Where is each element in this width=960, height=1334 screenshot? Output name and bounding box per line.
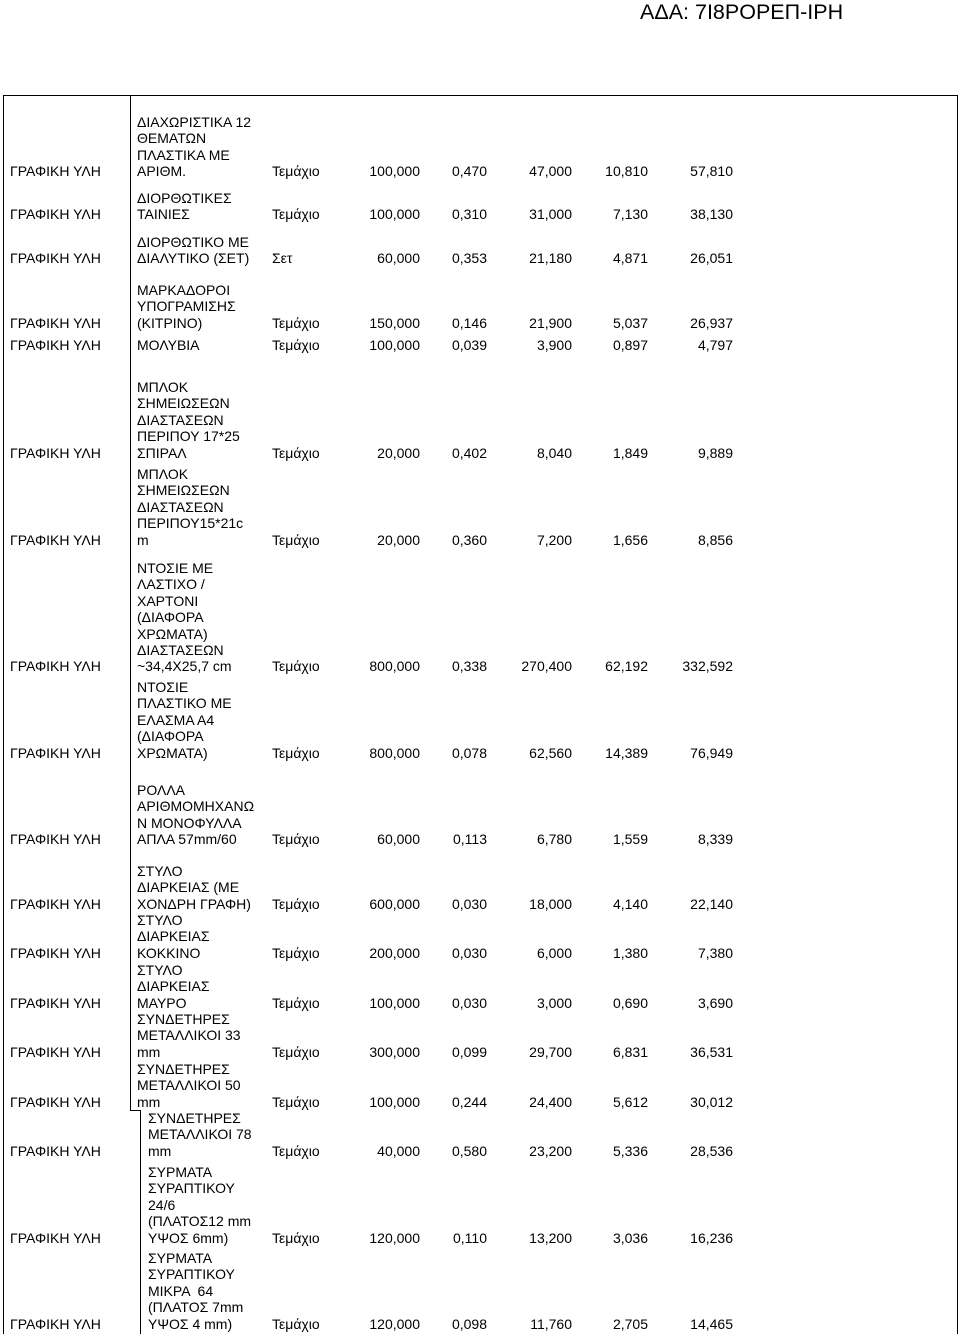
- net-amount-cell: 31,000: [529, 206, 572, 223]
- total-cell: 8,856: [697, 531, 733, 548]
- unit-price-cell: 0,244: [451, 1093, 487, 1110]
- description-line: (ΠΛΑΤΟΣ 7mm: [148, 1299, 244, 1316]
- description-line: ΣΥΡΑΠΤΙΚΟΥ: [148, 1266, 235, 1283]
- category-cell: ΓΡΑΦΙΚΗ ΥΛΗ: [10, 337, 101, 353]
- net-amount-cell: 11,760: [530, 1315, 572, 1332]
- description-line: ΤΑΙΝΙΕΣ: [137, 206, 190, 223]
- description-line: ΜΟΛΥΒΙΑ: [137, 337, 200, 353]
- quantity-cell: 100,000: [369, 1093, 420, 1110]
- description-line: ΔΙΑΡΚΕΙΑΣ: [137, 978, 210, 995]
- description-line: ΔΙΟΡΘΩΤΙΚΕΣ: [137, 190, 232, 206]
- net-amount-cell: 6,000: [536, 944, 572, 961]
- description-line: ΕΛΑΣΜΑ Α4: [137, 711, 215, 728]
- total-cell: 30,012: [690, 1093, 733, 1110]
- category-cell: ΓΡΑΦΙΚΗ ΥΛΗ: [10, 531, 101, 548]
- description-line: ΜΑΡΚΑΔΟΡΟΙ: [137, 282, 231, 298]
- vat-cell: 6,831: [612, 1043, 648, 1060]
- description-line: ΠΕΡΙΠΟΥ 17*25: [137, 428, 240, 445]
- category-cell: ΓΡΑΦΙΚΗ ΥΛΗ: [10, 206, 101, 223]
- description-line: ΣΥΡΑΠΤΙΚΟΥ: [148, 1180, 235, 1197]
- total-cell: 26,937: [690, 314, 733, 331]
- description-line: Ν ΜΟΝΟΦΥΛΛΑ: [137, 814, 242, 831]
- net-amount-cell: 21,900: [529, 314, 572, 331]
- quantity-cell: 150,000: [369, 314, 420, 331]
- vat-cell: 0,897: [612, 337, 648, 353]
- vat-cell: 5,037: [612, 314, 648, 331]
- description-line: ΣΗΜΕΙΩΣΕΩΝ: [137, 395, 230, 412]
- description-line: ΔΙΟΡΘΩΤΙΚΟ ΜΕ: [137, 234, 249, 250]
- unit-cell: Τεμάχιο: [272, 744, 320, 761]
- vat-cell: 4,140: [612, 895, 648, 912]
- unit-price-cell: 0,146: [451, 314, 487, 331]
- category-cell: ΓΡΑΦΙΚΗ ΥΛΗ: [10, 444, 101, 461]
- description-line: ΠΕΡΙΠΟΥ15*21c: [137, 515, 244, 532]
- category-cell: ΓΡΑΦΙΚΗ ΥΛΗ: [10, 314, 101, 331]
- unit-cell: Τεμάχιο: [272, 531, 320, 548]
- description-line: ΣΤΥΛΟ: [137, 863, 183, 879]
- quantity-cell: 200,000: [369, 944, 420, 961]
- unit-price-cell: 0,360: [451, 531, 487, 548]
- category-cell: ΓΡΑΦΙΚΗ ΥΛΗ: [10, 994, 101, 1011]
- description-line: ΚΟΚΚΙΝΟ: [137, 944, 201, 961]
- unit-cell: Τεμάχιο: [272, 994, 320, 1011]
- description-line: ΜΕΤΑΛΛΙΚΟΙ 50: [137, 1077, 241, 1094]
- net-amount-cell: 21,180: [529, 250, 572, 267]
- description-line: (ΔΙΑΦΟΡΑ: [137, 728, 204, 745]
- category-cell: ΓΡΑΦΙΚΗ ΥΛΗ: [10, 658, 101, 675]
- description-line: ΧΡΩΜΑΤΑ): [137, 625, 208, 642]
- category-cell: ΓΡΑΦΙΚΗ ΥΛΗ: [10, 1229, 101, 1246]
- description-line: ΣΤΥΛΟ: [137, 962, 183, 978]
- description-line: ΔΙΑΣΤΑΣΕΩΝ: [137, 642, 224, 658]
- description-line: ΣΠΙΡΑΛ: [137, 444, 187, 461]
- description-line: ΧΡΩΜΑΤΑ): [137, 744, 208, 761]
- description-line: mm: [137, 1093, 161, 1110]
- description-line: ΜΕΤΑΛΛΙΚΟΙ 78: [148, 1126, 252, 1143]
- unit-price-cell: 0,580: [451, 1142, 487, 1159]
- unit-price-cell: 0,310: [451, 206, 487, 223]
- vat-cell: 10,810: [605, 163, 648, 180]
- unit-cell: Τεμάχιο: [272, 163, 320, 180]
- description-line: ΠΛΑΣΤΙΚΟ ΜΕ: [137, 695, 232, 712]
- vat-cell: 1,559: [612, 831, 648, 848]
- total-cell: 14,465: [690, 1315, 733, 1332]
- net-amount-cell: 3,900: [536, 337, 572, 353]
- category-cell: ΓΡΑΦΙΚΗ ΥΛΗ: [10, 1043, 101, 1060]
- unit-price-cell: 0,098: [451, 1315, 487, 1332]
- quantity-cell: 60,000: [377, 831, 420, 848]
- table-border-top: [3, 95, 958, 96]
- total-cell: 22,140: [690, 895, 733, 912]
- description-line: ΔΙΑΣΤΑΣΕΩΝ: [137, 498, 224, 515]
- unit-cell: Τεμάχιο: [272, 337, 320, 353]
- unit-price-cell: 0,338: [451, 658, 487, 675]
- ada-header: ΑΔΑ: 7Ι8ΡΟΡΕΠ-ΙΡΗ: [640, 0, 844, 24]
- vat-cell: 1,380: [612, 944, 648, 961]
- total-cell: 4,797: [697, 337, 733, 353]
- net-amount-cell: 29,700: [529, 1043, 572, 1060]
- total-cell: 76,949: [690, 744, 733, 761]
- vat-cell: 14,389: [605, 744, 648, 761]
- unit-price-cell: 0,030: [451, 994, 487, 1011]
- unit-cell: Τεμάχιο: [272, 1093, 320, 1110]
- unit-cell: Τεμάχιο: [272, 658, 320, 675]
- net-amount-cell: 23,200: [529, 1142, 572, 1159]
- unit-price-cell: 0,110: [453, 1229, 487, 1246]
- category-cell: ΓΡΑΦΙΚΗ ΥΛΗ: [10, 250, 101, 267]
- quantity-cell: 100,000: [369, 163, 420, 180]
- total-cell: 36,531: [690, 1043, 733, 1060]
- description-line: ΣΥΝΔΕΤΗΡΕΣ: [137, 1061, 230, 1077]
- column-divider-lower: [140, 1110, 141, 1334]
- description-line: mm: [137, 1043, 161, 1060]
- category-cell: ΓΡΑΦΙΚΗ ΥΛΗ: [10, 163, 101, 180]
- unit-price-cell: 0,470: [451, 163, 487, 180]
- description-line: 24/6: [148, 1196, 176, 1213]
- total-cell: 28,536: [690, 1142, 733, 1159]
- category-cell: ΓΡΑΦΙΚΗ ΥΛΗ: [10, 831, 101, 848]
- quantity-cell: 60,000: [377, 250, 420, 267]
- total-cell: 26,051: [690, 250, 733, 267]
- description-line: ΥΨΟΣ 6mm): [148, 1229, 229, 1246]
- quantity-cell: 800,000: [369, 658, 420, 675]
- description-line: ΔΙΑΣΤΑΣΕΩΝ: [137, 411, 224, 428]
- category-cell: ΓΡΑΦΙΚΗ ΥΛΗ: [10, 1315, 101, 1332]
- description-line: (ΚΙΤΡΙΝΟ): [137, 314, 203, 331]
- net-amount-cell: 24,400: [529, 1093, 572, 1110]
- vat-cell: 5,336: [612, 1142, 648, 1159]
- category-cell: ΓΡΑΦΙΚΗ ΥΛΗ: [10, 944, 101, 961]
- quantity-cell: 800,000: [369, 744, 420, 761]
- unit-price-cell: 0,099: [451, 1043, 487, 1060]
- description-line: ΡΟΛΛΑ: [137, 782, 186, 798]
- quantity-cell: 600,000: [369, 895, 420, 912]
- category-cell: ΓΡΑΦΙΚΗ ΥΛΗ: [10, 1142, 101, 1159]
- unit-cell: Τεμάχιο: [272, 1142, 320, 1159]
- description-line: ΣΥΝΔΕΤΗΡΕΣ: [137, 1011, 230, 1027]
- description-line: ΔΙΑΛΥΤΙΚΟ (ΣΕΤ): [137, 250, 250, 267]
- category-cell: ΓΡΑΦΙΚΗ ΥΛΗ: [10, 895, 101, 912]
- description-line: ΣΥΡΜΑΤΑ: [148, 1164, 213, 1180]
- table-border-left: [3, 95, 4, 1334]
- description-line: ΝΤΟΣΙΕ: [137, 679, 189, 695]
- unit-price-cell: 0,030: [451, 944, 487, 961]
- net-amount-cell: 6,780: [536, 831, 572, 848]
- description-line: (ΠΛΑΤΟΣ12 mm: [148, 1213, 252, 1230]
- quantity-cell: 40,000: [377, 1142, 420, 1159]
- unit-cell: Τεμάχιο: [272, 314, 320, 331]
- unit-price-cell: 0,353: [451, 250, 487, 267]
- quantity-cell: 120,000: [369, 1229, 420, 1246]
- description-line: ΑΡΙΘΜΟΜΗΧΑΝΩ: [137, 798, 255, 815]
- vat-cell: 3,036: [612, 1229, 648, 1246]
- description-line: ΘΕΜΑΤΩΝ: [137, 130, 207, 147]
- unit-cell: Τεμάχιο: [272, 895, 320, 912]
- description-line: ~34,4Χ25,7 cm: [137, 658, 232, 675]
- unit-price-cell: 0,402: [451, 444, 487, 461]
- quantity-cell: 100,000: [369, 337, 420, 353]
- description-line: ΣΗΜΕΙΩΣΕΩΝ: [137, 482, 230, 499]
- net-amount-cell: 3,000: [536, 994, 572, 1011]
- description-line: ΜΠΛΟΚ: [137, 379, 189, 395]
- vat-cell: 7,130: [612, 206, 648, 223]
- total-cell: 7,380: [697, 944, 733, 961]
- description-line: ΥΠΟΓΡΑΜΙΣΗΣ: [137, 298, 236, 315]
- description-line: ΔΙΑΡΚΕΙΑΣ (ΜΕ: [137, 879, 240, 896]
- total-cell: 9,889: [697, 444, 733, 461]
- column-divider-upper: [130, 95, 131, 1110]
- description-line: ΛΑΣΤΙΧΟ /: [137, 576, 205, 593]
- description-line: ΣΤΥΛΟ: [137, 912, 183, 928]
- net-amount-cell: 18,000: [529, 895, 572, 912]
- total-cell: 16,236: [690, 1229, 733, 1246]
- net-amount-cell: 47,000: [529, 163, 572, 180]
- total-cell: 8,339: [697, 831, 733, 848]
- total-cell: 38,130: [690, 206, 733, 223]
- total-cell: 3,690: [697, 994, 733, 1011]
- quantity-cell: 20,000: [377, 531, 420, 548]
- description-line: ΠΛΑΣΤΙΚΑ ΜΕ: [137, 146, 230, 163]
- description-line: ΜΑΥΡΟ: [137, 994, 187, 1011]
- table-border-right: [957, 95, 958, 1334]
- unit-cell: Σετ: [272, 250, 293, 267]
- quantity-cell: 120,000: [369, 1315, 420, 1332]
- quantity-cell: 300,000: [369, 1043, 420, 1060]
- description-line: ΔΙΑΡΚΕΙΑΣ: [137, 928, 210, 945]
- vat-cell: 0,690: [612, 994, 648, 1011]
- vat-cell: 2,705: [612, 1315, 648, 1332]
- unit-cell: Τεμάχιο: [272, 1043, 320, 1060]
- vat-cell: 1,849: [612, 444, 648, 461]
- unit-cell: Τεμάχιο: [272, 206, 320, 223]
- unit-cell: Τεμάχιο: [272, 1229, 320, 1246]
- vat-cell: 5,612: [612, 1093, 648, 1110]
- unit-cell: Τεμάχιο: [272, 944, 320, 961]
- unit-cell: Τεμάχιο: [272, 444, 320, 461]
- unit-price-cell: 0,030: [451, 895, 487, 912]
- vat-cell: 4,871: [612, 250, 648, 267]
- description-line: ΜΙΚΡΑ 64: [148, 1282, 214, 1299]
- description-line: ΜΕΤΑΛΛΙΚΟΙ 33: [137, 1027, 241, 1044]
- net-amount-cell: 7,200: [536, 531, 572, 548]
- description-line: ΧΑΡΤΟΝΙ: [137, 592, 199, 609]
- description-line: ΔΙΑΧΩΡΙΣΤΙΚΑ 12: [137, 114, 252, 130]
- unit-price-cell: 0,039: [451, 337, 487, 353]
- description-line: ΝΤΟΣΙΕ ΜΕ: [137, 560, 214, 576]
- description-line: ΥΨΟΣ 4 mm): [148, 1315, 233, 1332]
- vat-cell: 1,656: [612, 531, 648, 548]
- description-line: ΑΠΛΑ 57mm/60: [137, 831, 237, 848]
- quantity-cell: 100,000: [369, 994, 420, 1011]
- description-line: ΑΡΙΘΜ.: [137, 163, 187, 180]
- vat-cell: 62,192: [605, 658, 648, 675]
- description-line: mm: [148, 1142, 172, 1159]
- net-amount-cell: 62,560: [529, 744, 572, 761]
- total-cell: 332,592: [682, 658, 733, 675]
- unit-cell: Τεμάχιο: [272, 831, 320, 848]
- net-amount-cell: 13,200: [529, 1229, 572, 1246]
- category-cell: ΓΡΑΦΙΚΗ ΥΛΗ: [10, 744, 101, 761]
- quantity-cell: 100,000: [369, 206, 420, 223]
- description-line: m: [137, 531, 149, 548]
- net-amount-cell: 270,400: [521, 658, 572, 675]
- description-line: ΧΟΝΔΡΗ ΓΡΑΦΗ): [137, 895, 251, 912]
- net-amount-cell: 8,040: [536, 444, 572, 461]
- description-line: ΜΠΛΟΚ: [137, 466, 189, 482]
- description-line: ΣΥΝΔΕΤΗΡΕΣ: [148, 1110, 241, 1126]
- total-cell: 57,810: [690, 163, 733, 180]
- unit-cell: Τεμάχιο: [272, 1315, 320, 1332]
- unit-price-cell: 0,113: [453, 831, 487, 848]
- description-line: ΣΥΡΜΑΤΑ: [148, 1250, 213, 1266]
- unit-price-cell: 0,078: [451, 744, 487, 761]
- category-cell: ΓΡΑΦΙΚΗ ΥΛΗ: [10, 1093, 101, 1110]
- description-line: (ΔΙΑΦΟΡΑ: [137, 609, 204, 626]
- quantity-cell: 20,000: [377, 444, 420, 461]
